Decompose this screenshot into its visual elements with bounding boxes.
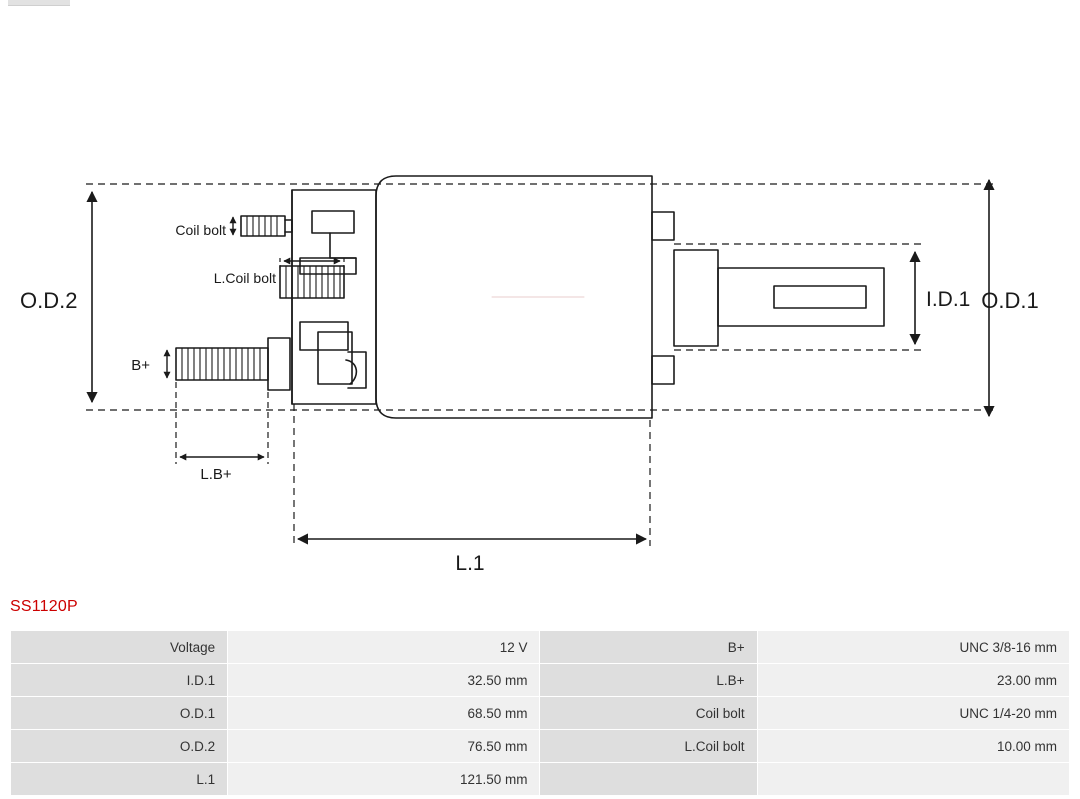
spec-label-bplus: B+ — [540, 631, 757, 664]
spec-value-od2: 76.50 mm — [228, 730, 540, 763]
table-row — [11, 631, 1070, 664]
spec-value-lbplus: 23.00 mm — [757, 664, 1069, 697]
spec-value-empty — [757, 763, 1069, 796]
label-lbplus: L.B+ — [200, 466, 232, 483]
label-l1: L.1 — [455, 552, 485, 575]
plunger-slot — [774, 286, 866, 308]
spec-value-l1: 121.50 mm — [228, 763, 540, 796]
spec-value-od1: 68.50 mm — [228, 697, 540, 730]
spec-label-lbplus: L.B+ — [540, 664, 757, 697]
part-number: SS1120P — [10, 598, 78, 615]
label-l-coil-bolt: L.Coil bolt — [213, 270, 276, 286]
spec-value-voltage: 12 V — [228, 631, 540, 664]
coil-bolt-thread — [241, 216, 285, 236]
label-coil-bolt: Coil bolt — [175, 222, 226, 238]
table-row — [11, 664, 1070, 697]
spec-value-bplus: UNC 3/8-16 mm — [757, 631, 1069, 664]
table-row — [11, 697, 1070, 730]
spec-label-coil-bolt: Coil bolt — [540, 697, 757, 730]
spec-value-id1: 32.50 mm — [228, 664, 540, 697]
plunger-flange — [674, 250, 718, 346]
label-od2: O.D.2 — [20, 288, 78, 313]
table-row — [11, 763, 1070, 796]
table-row — [11, 730, 1070, 763]
spec-label-voltage: Voltage — [11, 631, 228, 664]
plunger-shaft — [718, 268, 884, 326]
spec-label-id1: I.D.1 — [11, 664, 228, 697]
b-plus-nut — [268, 338, 290, 390]
spec-label-l-coil-bolt: L.Coil bolt — [540, 730, 757, 763]
specifications-table — [10, 630, 1070, 796]
spec-value-coil-bolt: UNC 1/4-20 mm — [757, 697, 1069, 730]
label-od1: O.D.1 — [981, 288, 1039, 313]
spec-label-l1: L.1 — [11, 763, 228, 796]
spec-value-l-coil-bolt: 10.00 mm — [757, 730, 1069, 763]
spec-label-od1: O.D.1 — [11, 697, 228, 730]
label-bplus: B+ — [131, 357, 150, 374]
spec-label-empty — [540, 763, 757, 796]
spec-label-od2: O.D.2 — [11, 730, 228, 763]
label-id1: I.D.1 — [926, 288, 971, 311]
